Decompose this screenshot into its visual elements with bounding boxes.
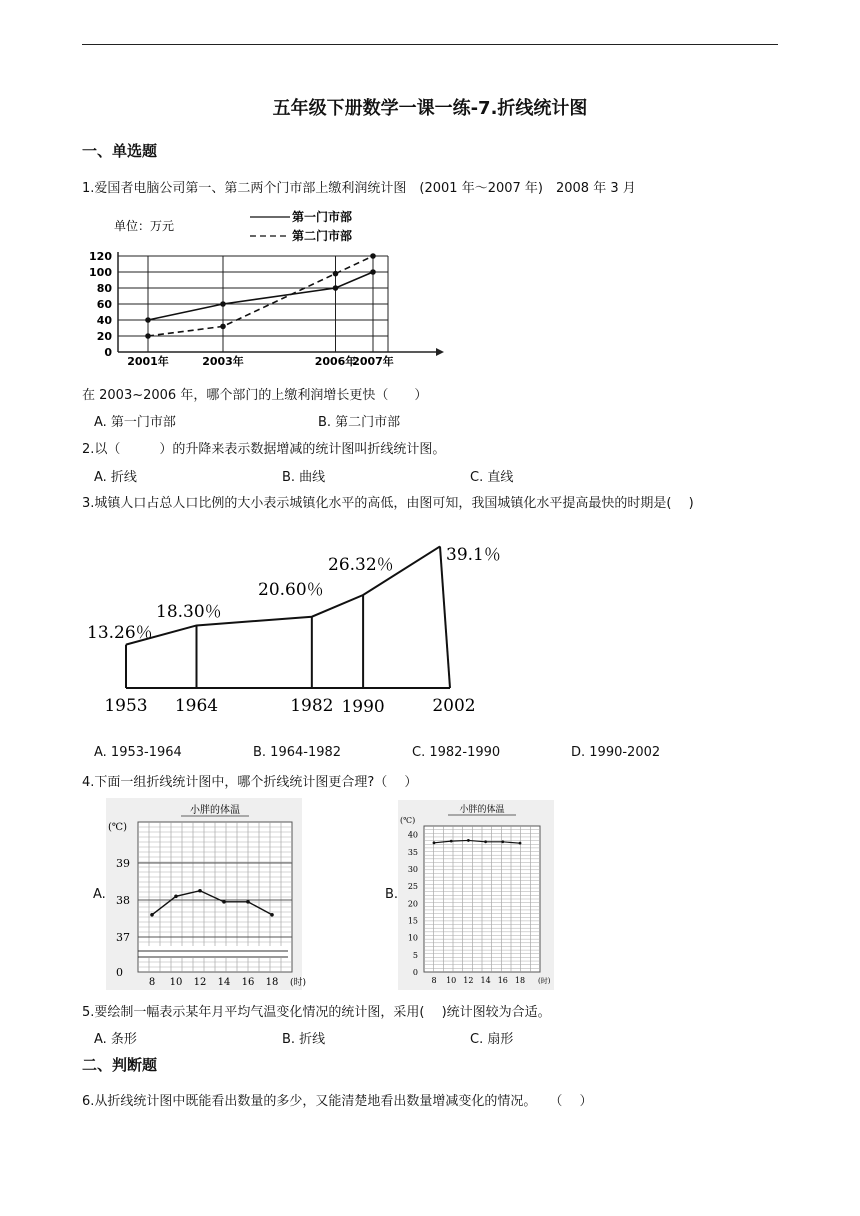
data-point [174,895,178,899]
chart-title: 小胖的体温 [190,805,240,816]
q1-option-a[interactable]: A. 第一门市部 [94,415,176,430]
x-tick-label: 16 [241,977,255,988]
y-tick-label: 20 [407,899,418,909]
year-label: 1990 [341,697,385,717]
x-tick-label: 8 [148,977,156,988]
percent-label: 39.1％ [446,545,501,565]
percent-label: 18.30％ [156,602,222,622]
data-point [220,301,226,307]
x-tick-label: 18 [514,976,526,985]
x-tick-label: 14 [217,977,231,988]
legend-label: 第一门市部 [292,210,353,224]
y-unit-label: (℃) [400,816,416,825]
y-tick-label: 60 [96,298,112,311]
x-unit-label: (时) [290,978,307,988]
data-point [145,317,151,323]
x-tick-label: 10 [169,977,183,988]
data-point [198,889,202,893]
y-tick-label: 40 [96,314,112,327]
x-tick-label: 8 [431,976,437,985]
data-point [220,324,226,330]
question-4-text: 4.下面一组折线统计图中，哪个折线统计图更合理?（ ） [82,775,418,790]
q3-option-b[interactable]: B. 1964-1982 [253,745,342,760]
x-tick-label: 2001年 [127,355,169,368]
y-tick-label: 0 [104,346,112,359]
y-tick-label: 38 [116,894,130,907]
data-point [145,333,151,339]
x-tick-label: 10 [446,976,457,985]
year-label: 1982 [290,696,334,716]
q2-option-c[interactable]: C. 直线 [470,470,514,485]
percent-label: 13.26％ [87,623,153,643]
q5-option-a[interactable]: A. 条形 [94,1032,137,1047]
y-tick-label: 40 [407,830,418,840]
percent-label: 26.32％ [328,555,394,575]
header-rule [82,44,778,45]
x-unit-label: (时) [538,977,551,985]
data-point [467,839,470,842]
section-title-single-choice: 一、单选题 [82,142,158,160]
temperature-chart-b [398,800,554,990]
data-point [501,840,504,843]
question-6-text: 6.从折线统计图中既能看出数量的多少，又能清楚地看出数量增减变化的情况。 （ ） [82,1094,593,1109]
y-tick-label: 80 [96,282,112,295]
q5-option-b[interactable]: B. 折线 [282,1032,326,1047]
question-5-text: 5.要绘制一幅表示某年月平均气温变化情况的统计图，采用( )统计图较为合适。 [82,1005,551,1020]
series-line-store-2 [148,256,373,336]
q4-option-b-label[interactable]: B. [385,887,399,902]
data-point [246,900,250,904]
x-tick-label: 12 [193,977,207,988]
y-tick-label: 35 [407,847,418,857]
year-label: 2002 [432,696,476,716]
question-1-text: 1.爱国者电脑公司第一、第二两个门市部上缴利润统计图 (2001 年～2007 年) 2008 年 3 月 [82,181,636,196]
data-point [150,913,154,917]
data-point [370,253,376,259]
data-point [484,840,487,843]
y-tick-label: 100 [89,266,112,279]
series-line-store-1 [148,272,373,320]
data-point [270,913,274,917]
y-tick-label: 15 [407,916,418,926]
x-tick-label: 16 [497,976,508,985]
edge-2002 [440,546,450,688]
q2-option-a[interactable]: A. 折线 [94,470,137,485]
page-title: 五年级下册数学一课一练-7.折线统计图 [272,98,588,119]
question-3-text: 3.城镇人口占总人口比例的大小表示城镇化水平的高低，由图可知，我国城镇化水平提高最快的时期是( ) [82,496,694,511]
x-tick-label: 2007年 [352,355,394,368]
unit-label: 单位：万元 [114,219,175,233]
y-tick-label: 39 [116,857,130,870]
section-title-judgement: 二、判断题 [82,1056,158,1074]
y-unit-label: (℃) [108,822,127,833]
x-tick-label: 12 [463,976,474,985]
x-tick-label: 2003年 [202,355,244,368]
x-axis-arrow [436,348,444,356]
data-point [222,900,226,904]
y-tick-label: 120 [89,250,112,263]
q4-option-a-label[interactable]: A. [93,887,106,902]
q1-option-b[interactable]: B. 第二门市部 [318,415,401,430]
y-tick-label: 25 [407,882,418,892]
y-tick-label: 20 [96,330,112,343]
chart-title: 小胖的体温 [459,805,505,815]
q3-option-c[interactable]: C. 1982-1990 [412,745,501,760]
percent-label: 20.60％ [258,580,324,600]
y-tick-label: 30 [407,864,418,874]
y-tick-label: 5 [412,950,418,960]
temperature-chart-a [106,798,307,990]
q3-option-a[interactable]: A. 1953-1964 [94,745,182,760]
data-point [519,842,522,845]
data-point [433,841,436,844]
data-point [450,840,453,843]
q3-option-d[interactable]: D. 1990-2002 [571,745,661,760]
x-tick-label: 18 [265,977,279,988]
x-tick-label: 14 [480,976,491,985]
question-2-text: 2.以（ ）的升降来表示数据增减的统计图叫折线统计图。 [82,442,446,457]
y-tick-label: 37 [116,931,130,944]
data-point [333,271,339,277]
legend-label: 第二门市部 [292,229,353,243]
year-label: 1953 [104,696,148,716]
y-tick-label: 0 [116,966,123,979]
y-tick-label: 10 [407,933,418,943]
data-point [370,269,376,275]
axis-break-band [139,946,291,958]
data-point [333,285,339,291]
q5-option-c[interactable]: C. 扇形 [470,1032,514,1047]
year-label: 1964 [174,696,219,716]
y-tick-label: 0 [412,968,418,977]
q2-option-b[interactable]: B. 曲线 [282,470,326,485]
x-tick-label: 2006年 [314,355,357,368]
question-1-prompt: 在 2003~2006 年，哪个部门的上缴利润增长更快（ ） [82,388,428,403]
urbanization-chart [84,536,504,726]
profit-line-chart [84,206,444,368]
